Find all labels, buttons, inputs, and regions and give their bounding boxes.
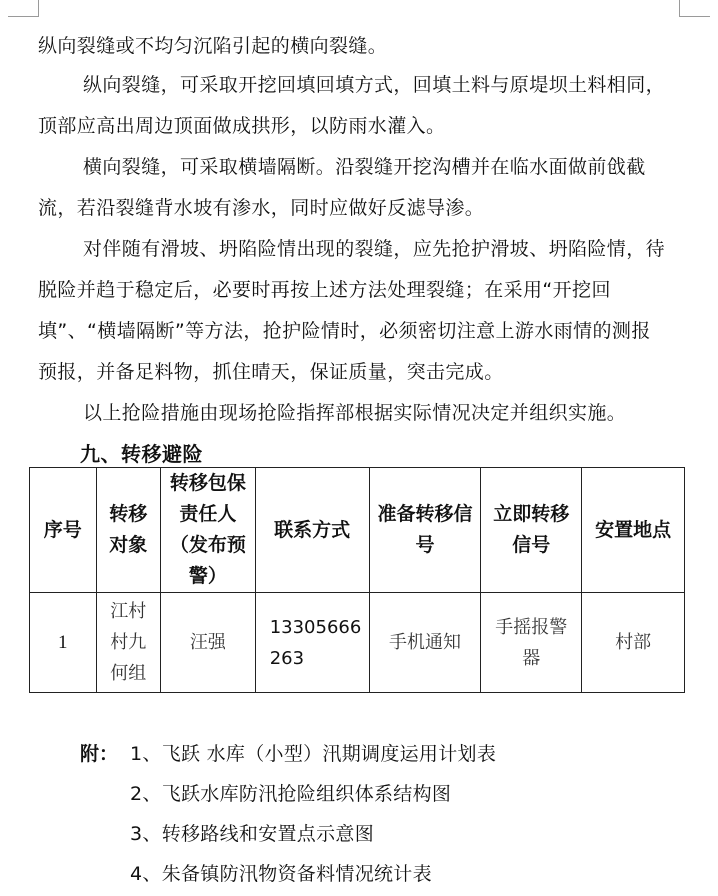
cell-shelter-location: 村部: [582, 593, 685, 693]
attachment-item-3: 3、转移路线和安置点示意图: [130, 823, 374, 845]
evacuation-table: [29, 467, 685, 693]
header-serial-number: 序号: [30, 468, 97, 593]
paragraph-5: 以上抢险措施由现场抢险指挥部根据实际情况决定并组织实施。: [83, 402, 627, 424]
page-corner-mark-left: [8, 0, 39, 17]
header-contact: 联系方式: [255, 468, 369, 593]
attachment-item-1: 1、飞跃 水库（小型）汛期调度运用计划表: [130, 743, 497, 765]
header-prepare-signal: 准备转移信号: [369, 468, 481, 593]
cell-transfer-target: 江村村九何组: [96, 593, 160, 693]
attachment-item-2: 2、飞跃水库防汛抢险组织体系结构图: [130, 783, 452, 805]
header-immediate-signal: 立即转移信号: [481, 468, 582, 593]
paragraph-3: 横向裂缝，可采取横墙隔断。沿裂缝开挖沟槽并在临水面做前戗截流，若沿裂缝背水坡有渗水，同时应做好反滤导渗。: [38, 156, 646, 219]
section-title: 九、转移避险: [80, 442, 203, 466]
table-row: [30, 593, 685, 693]
header-transfer-target: 转移对象: [96, 468, 160, 593]
page-corner-mark-right: [679, 0, 710, 17]
paragraph-2: 纵向裂缝，可采取开挖回填回填方式，回填土料与原堤坝土料相同，顶部应高出周边顶面做成拱形，以防雨水灌入。: [38, 74, 666, 137]
header-responsible-person: 转移包保责任人（发布预警）: [160, 468, 255, 593]
cell-responsible-person: 汪强: [160, 593, 255, 693]
cell-immediate-signal: 手摇报警器: [481, 593, 582, 693]
cell-contact-phone: 13305666263: [255, 593, 369, 693]
paragraph-4: 对伴随有滑坡、坍陷险情出现的裂缝，应先抢护滑坡、坍陷险情，待脱险并趋于稳定后，必要时再按上述方法处理裂缝；在采用“开挖回填”、“横墙隔断”等方法，抢护险情时，必须密切注意上游水雨情的测报预报，并备足料物，抓住晴天，保证质量，突击完成。: [38, 238, 666, 383]
cell-serial-number: 1: [30, 593, 97, 693]
table-header-row: [30, 468, 685, 593]
attachment-item-4: 4、朱备镇防汛物资备料情况统计表: [130, 863, 432, 885]
attachments-label: 附：: [80, 743, 119, 765]
header-shelter-location: 安置地点: [582, 468, 685, 593]
paragraph-1: 纵向裂缝或不均匀沉陷引起的横向裂缝。: [38, 35, 388, 57]
attachments-list: [130, 734, 690, 894]
cell-prepare-signal: 手机通知: [369, 593, 481, 693]
